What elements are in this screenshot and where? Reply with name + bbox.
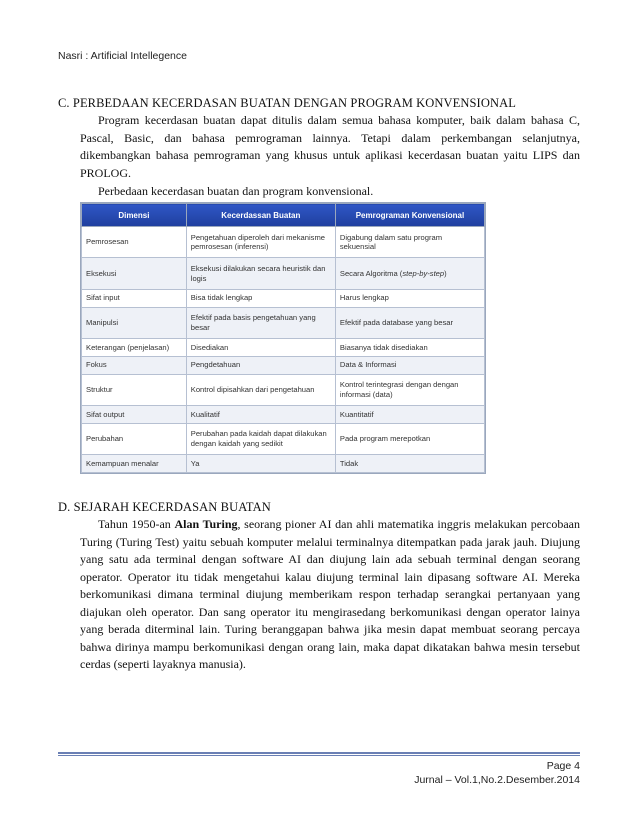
- table-row: [82, 289, 485, 307]
- table-header-row: [82, 204, 485, 227]
- table-row: [82, 455, 485, 473]
- cell-dimensi: Kemampuan menalar: [82, 455, 187, 473]
- cell-dimensi: Struktur: [82, 374, 187, 405]
- section-c-text: Program kecerdasan buatan dapat ditulis dalam semua bahasa komputer, baik dalam bahasa C, Pascal, Basic, dan bahasa pemrograman lainnya. Tetapi dalam perkembangan selanjutnya, dikembangkan bahasa pemrograman yang khusus untuk aplikasi kecerdasan buatan yaitu LIPS dan PROLOG.: [80, 113, 580, 180]
- journal-info: Jurnal – Vol.1,No.2.Desember.2014: [414, 774, 580, 786]
- cell-dimensi: Perubahan: [82, 423, 187, 454]
- section-d-paragraph: [80, 516, 580, 674]
- cell-conventional: Kontrol terintegrasi dengan dengan informasi (data): [335, 374, 484, 405]
- cell-ai: Efektif pada basis pengetahuan yang besar: [186, 307, 335, 338]
- cell-ai: Eksekusi dilakukan secara heuristik dan logis: [186, 258, 335, 289]
- section-d-text: [80, 516, 580, 674]
- cell-conventional: Data & Informasi: [335, 356, 484, 374]
- section-c-paragraph: [80, 112, 580, 182]
- comparison-table: [80, 202, 486, 474]
- cell-dimensi: Keterangan (penjelasan): [82, 338, 187, 356]
- table-row: [82, 356, 485, 374]
- table-row: [82, 405, 485, 423]
- footer-divider: [58, 752, 580, 754]
- cell-ai: Kualitatif: [186, 405, 335, 423]
- cell-conventional: Pada program merepotkan: [335, 423, 484, 454]
- italic-step-by-step: step-by-step: [402, 268, 445, 278]
- table-caption: Perbedaan kecerdasan buatan dan program konvensional.: [98, 184, 374, 198]
- cell-ai: Bisa tidak lengkap: [186, 289, 335, 307]
- cell-ai: Disediakan: [186, 338, 335, 356]
- section-d-title: D. SEJARAH KECERDASAN BUATAN: [58, 500, 271, 514]
- table-row: [82, 307, 485, 338]
- cell-ai: Perubahan pada kaidah dapat dilakukan dengan kaidah yang sedikit: [186, 423, 335, 454]
- cell-dimensi: Sifat input: [82, 289, 187, 307]
- cell-conventional: Secara Algoritma (step-by-step): [335, 258, 484, 289]
- section-d-text-rest: , seorang pioner AI dan ahli matematika inggris melakukan percobaan Turing (Turing Test) yaitu sebuah komputer melalui terminalnya ditempatkan pada jarak jauh. Diujung yang satu ada terminal dengan software AI dan diujung lain ada sebuah terminal dengan seorang operator. Operator itu tidak mengetahui kalau diujung terminal lain dipasang software AI. Mereka berkomunikasi dimana terminal diujung memberikam respon terhadap serangkai pertanyaan yang diajukan oleh operator. Dan sang operator itu mengirasedang berkomunikasi dengan operator lainya yang berada diterminal lain. Turing beranggapan bahwa jika mesin dapat membuat seorang percaya bahwa dirinya mampu berkomunikasi dengan orang lain, maka dapat dikatakan bahwa mesin tersebut cerdas (seperti layaknya manusia).: [80, 517, 580, 671]
- cell-dimensi: Manipulsi: [82, 307, 187, 338]
- cell-ai: Pengetahuan diperoleh dari mekanisme pemrosesan (inferensi): [186, 227, 335, 258]
- cell-ai: Kontrol dipisahkan dari pengetahuan: [186, 374, 335, 405]
- cell-ai: Ya: [186, 455, 335, 473]
- section-c-title: C. PERBEDAAN KECERDASAN BUATAN DENGAN PROGRAM KONVENSIONAL: [58, 96, 516, 110]
- cell-conventional: Digabung dalam satu program sekuensial: [335, 227, 484, 258]
- cell-dimensi: Eksekusi: [82, 258, 187, 289]
- table-row: [82, 258, 485, 289]
- cell-dimensi: Pemrosesan: [82, 227, 187, 258]
- running-header: Nasri : Artificial Intellegence: [58, 50, 187, 62]
- cell-conventional: Efektif pada database yang besar: [335, 307, 484, 338]
- header-dimensi: Dimensi: [82, 204, 187, 227]
- cell-conventional: Harus lengkap: [335, 289, 484, 307]
- footer-divider-thin: [58, 755, 580, 756]
- header-kecerdasan-buatan: Kecerdassan Buatan: [186, 204, 335, 227]
- table-row: [82, 423, 485, 454]
- section-d-text-start: Tahun 1950-an: [98, 517, 175, 531]
- table-row: [82, 374, 485, 405]
- cell-dimensi: Sifat output: [82, 405, 187, 423]
- page-number: Page 4: [546, 760, 580, 772]
- cell-conventional: Tidak: [335, 455, 484, 473]
- cell-conventional: Biasanya tidak disediakan: [335, 338, 484, 356]
- alan-turing-name: Alan Turing: [174, 517, 238, 531]
- cell-conventional: Kuantitatif: [335, 405, 484, 423]
- header-pemrograman-konvensional: Pemrograman Konvensional: [335, 204, 484, 227]
- cell-ai: Pengdetahuan: [186, 356, 335, 374]
- cell-dimensi: Fokus: [82, 356, 187, 374]
- table-row: [82, 338, 485, 356]
- table-row: [82, 227, 485, 258]
